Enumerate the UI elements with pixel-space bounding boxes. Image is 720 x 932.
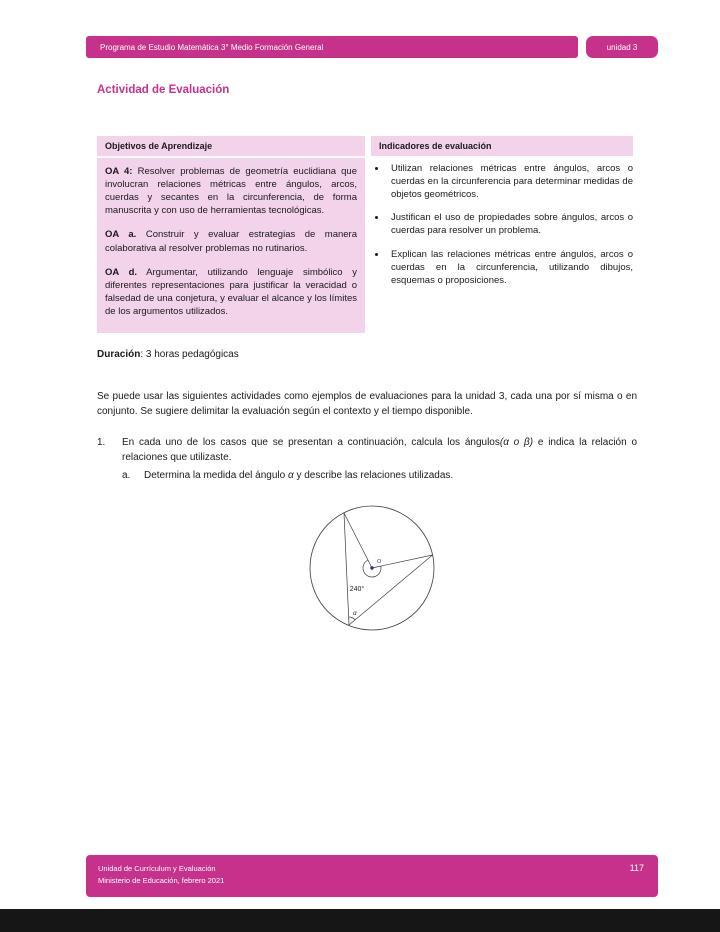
- footer-line2: Ministerio de Educación, febrero 2021: [98, 875, 225, 885]
- indicator-item: • Utilizan relaciones métricas entre ángulos, arcos o cuerdas en la circunferencia para determinar medidas de objetos geométricos.: [387, 162, 633, 201]
- question-1a-text-before: Determina la medida del ángulo: [144, 470, 288, 482]
- central-angle-label: 240°: [349, 585, 365, 593]
- question-1a-math: α: [287, 470, 294, 482]
- question-1a-letter: a.: [122, 470, 131, 482]
- question-1-math: (α o β): [499, 437, 534, 449]
- center-point: [370, 566, 373, 569]
- question-1-number: 1.: [97, 437, 106, 449]
- objectives-cell: [97, 158, 365, 333]
- question-1a-text: [144, 469, 453, 484]
- objectives-indicators-table: [97, 136, 637, 333]
- document-header-title: Programa de Estudio Matemática 3° Medio Formación General: [100, 42, 324, 52]
- indicator-item: • Justifican el uso de propiedades sobre ángulos, arcos o cuerdas para resolver un problema.: [387, 211, 633, 237]
- question-1-text: [122, 436, 637, 465]
- unit-badge-label: unidad 3: [606, 42, 638, 52]
- footer-line1: Unidad de Currículum y Evaluación: [98, 864, 216, 873]
- question-1-text-after: e indica la relación o relaciones que utilizaste.: [122, 437, 638, 463]
- oa4-text: Resolver problemas de geometría euclidiana que involucran relaciones métricas entre ángulos, arcos, cuerdas y secantes en la circunferencia, de forma manuscrita y con uso de herramientas tecnológicas.: [105, 166, 358, 217]
- oa4-paragraph: [105, 165, 357, 217]
- indicators-cell: [371, 158, 633, 333]
- document-header-bar: [86, 36, 578, 58]
- objectives-column-header: Objetivos de Aprendizaje: [97, 136, 365, 156]
- oaa-lead: OA a.: [105, 229, 137, 241]
- intro-paragraph: Se puede usar las siguientes actividades como ejemplos de evaluaciones para la unidad 3, cada una por sí misma o en conjunto. Se sugiere delimitar la evaluación según el contexto y el tiempo disponible.: [97, 391, 637, 417]
- center-point-label: O: [377, 558, 382, 565]
- oad-paragraph: [105, 266, 357, 318]
- duration-label: Duración: [97, 349, 141, 361]
- oad-text: Argumentar, utilizando lenguaje simbólico y diferentes representaciones para justificar la veracidad o falsedad de una conjetura, y evaluar el alcance y los límites de los argumentos utilizados.: [105, 266, 357, 317]
- oaa-paragraph: [105, 228, 357, 254]
- bottom-black-strip: [0, 909, 720, 932]
- oaa-text: Construir y evaluar estrategias de manera colaborativa al resolver problemas no rutinarios.: [105, 229, 357, 254]
- circle-diagram: [97, 498, 637, 646]
- duration-line: [97, 349, 637, 360]
- footer-bar: [86, 855, 658, 897]
- radius-OA: [344, 513, 372, 568]
- indicators-column-header: Indicadores de evaluación: [371, 136, 633, 156]
- question-1a: [97, 469, 637, 484]
- unit-badge: [586, 36, 658, 58]
- page-number: 117: [629, 863, 644, 873]
- inscribed-angle-arc: [349, 617, 356, 620]
- chord-CA: [344, 513, 349, 625]
- footer-credits: [98, 863, 224, 886]
- circle-diagram-svg: [302, 498, 454, 646]
- page-content: [97, 84, 637, 646]
- section-title: Actividad de Evaluación: [97, 84, 230, 96]
- duration-value: : 3 horas pedagógicas: [140, 349, 239, 361]
- indicators-list: [371, 162, 633, 287]
- inscribed-angle-label: α: [353, 609, 357, 617]
- oa4-lead: OA 4:: [105, 166, 133, 177]
- question-1a-text-after: y describe las relaciones utilizadas.: [293, 470, 454, 482]
- question-1-text-before: En cada uno de los casos que se presentan a continuación, calcula los ángulos: [122, 437, 500, 449]
- indicator-item: • Explican las relaciones métricas entre ángulos, arcos o cuerdas en la circunferencia, utilizando dibujos, esquemas o proposiciones.: [387, 248, 633, 287]
- question-1: [97, 436, 637, 465]
- oad-lead: OA d.: [105, 266, 138, 278]
